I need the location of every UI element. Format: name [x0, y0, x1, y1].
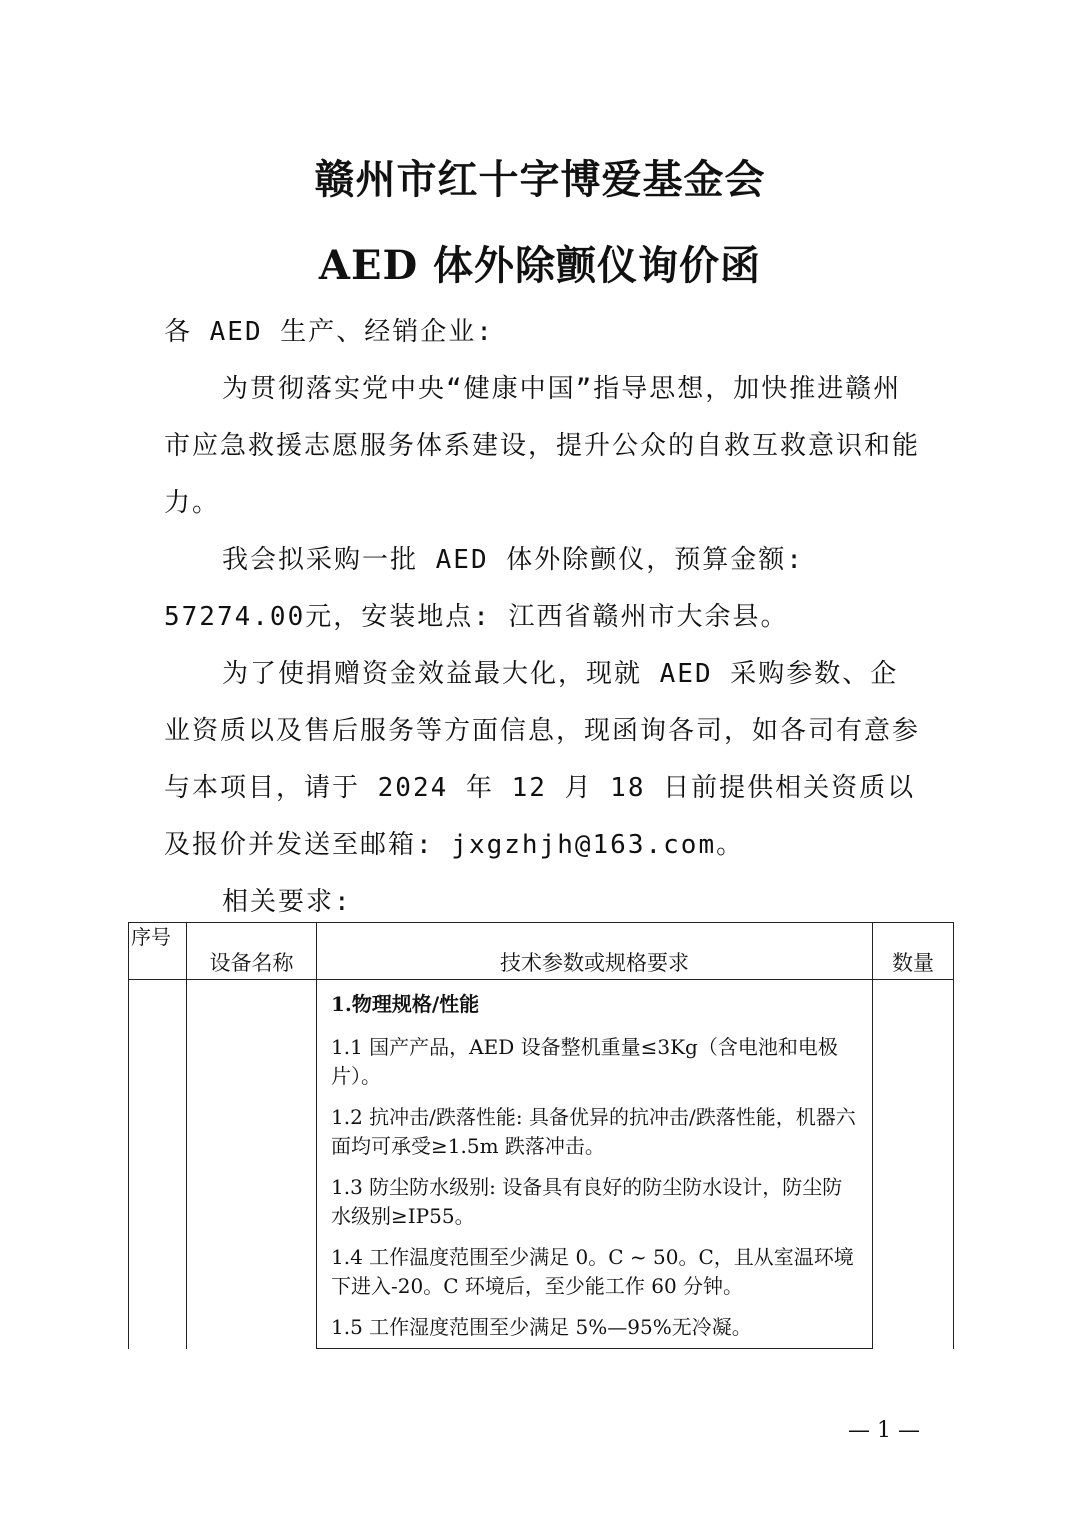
- header-quantity: 数量: [873, 923, 954, 980]
- document-subtitle: AED 体外除颤仪询价函: [318, 242, 762, 289]
- letter-body: [164, 304, 924, 931]
- cell-device-name: [187, 980, 317, 1349]
- spec-item: 1.2 抗冲击/跌落性能: 具备优异的抗冲击/跌落性能，机器六面均可承受≥1.5m 跌落冲击。: [331, 1105, 856, 1158]
- table-header-row: [129, 923, 954, 980]
- paragraph-request: 为了使捐赠资金效益最大化，现就 AED 采购参数、企业资质以及售后服务等方面信息，现函询各司，如各司有意参与本项目，请于 2024 年 12 月 18 日前提供相关资质以及报价并发送至邮箱: jxgzhjh@163.com。: [164, 659, 921, 860]
- paragraph-budget: 我会拟采购一批 AED 体外除颤仪，预算金额: 57274.00元，安装地点: 江西省赣州市大余县。: [164, 545, 804, 632]
- header-spec: 技术参数或规格要求: [317, 923, 873, 980]
- page-number: — 1 —: [848, 1418, 920, 1443]
- paragraph-purpose: 为贯彻落实党中央“健康中国”指导思想，加快推进赣州市应急救援志愿服务体系建设，提升公众的自救互救意识和能力。: [164, 374, 921, 518]
- header-seq: 序号: [129, 923, 187, 980]
- table-row: [129, 980, 954, 1349]
- cell-spec: [317, 980, 873, 1349]
- salutation: 各 AED 生产、经销企业:: [164, 317, 494, 347]
- paragraph-requirements-label: 相关要求:: [222, 887, 352, 917]
- spec-item: 1.4 工作温度范围至少满足 0。C ~ 50。C，且从室温环境下进入-20。C 环境后，至少能工作 60 分钟。: [331, 1245, 854, 1298]
- cell-seq: [129, 980, 187, 1349]
- spec-section-title: 1.物理规格/性能: [331, 992, 480, 1016]
- requirements-table: [128, 922, 954, 1349]
- spec-item: 1.5 工作湿度范围至少满足 5%—95%无冷凝。: [331, 1315, 752, 1339]
- spec-item: 1.3 防尘防水级别: 设备具有良好的防尘防水设计，防尘防水级别≥IP55。: [331, 1175, 843, 1228]
- header-device-name: 设备名称: [187, 923, 317, 980]
- document-title: 赣州市红十字博爱基金会: [314, 156, 766, 203]
- spec-item: 1.1 国产产品，AED 设备整机重量≤3Kg（含电池和电极片）。: [331, 1035, 838, 1088]
- cell-quantity: [873, 980, 954, 1349]
